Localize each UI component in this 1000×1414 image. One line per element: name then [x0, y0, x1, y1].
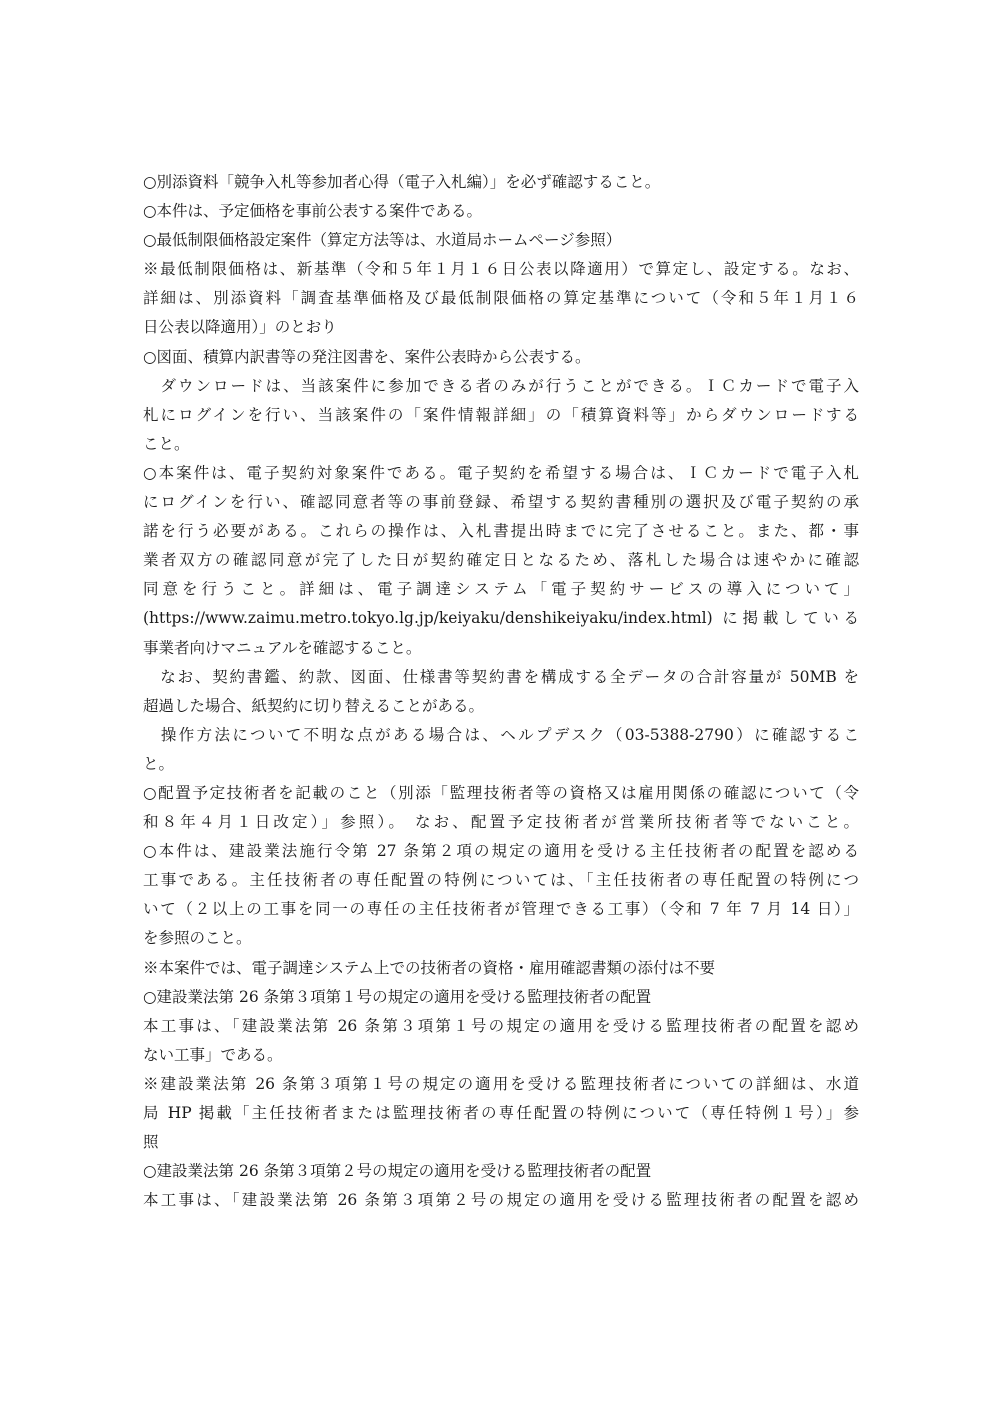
text-line: ダウンロードは、当該案件に参加できる者のみが行うことができる。ＩＣカードで電子入 — [143, 376, 859, 395]
text-line: ○建設業法第 26 条第３項第２号の規定の適用を受ける監理技術者の配置 — [143, 1162, 652, 1181]
text-line: 本工事は、「建設業法第 26 条第３項第１号の規定の適用を受ける監理技術者の配置を認め — [143, 1016, 859, 1035]
text-line: こと。 — [143, 434, 190, 453]
text-line: (https://www.zaimu.metro.tokyo.lg.jp/keiyaku/denshikeiyaku/index.html) に掲載している — [143, 609, 859, 628]
text-line: と。 — [143, 754, 175, 773]
text-line: 和８年４月１日改定）」参照）。 なお、配置予定技術者が営業所技術者等でないこと。 — [143, 813, 859, 832]
text-line: ○本案件は、電子契約対象案件である。電子契約を希望する場合は、ＩＣカードで電子入札 — [143, 463, 859, 482]
text-line: 工事である。主任技術者の専任配置の特例については、「主任技術者の専任配置の特例につ — [143, 871, 859, 890]
text-line: 日公表以降適用）」のとおり — [143, 318, 337, 337]
text-line: 詳細は、別添資料「調査基準価格及び最低制限価格の算定基準について（令和５年１月１６ — [143, 289, 859, 308]
text-line: ○本件は、予定価格を事前公表する案件である。 — [143, 202, 483, 221]
text-line: ○別添資料「競争入札等参加者心得（電子入札編）」を必ず確認すること。 — [143, 173, 661, 191]
text-line: 照 — [143, 1133, 159, 1152]
text-line: ○最低制限価格設定案件（算定方法等は、水道局ホームページ参照） — [143, 231, 622, 250]
text-line: 業者双方の確認同意が完了した日が契約確定日となるため、落札した場合は速やかに確認 — [143, 551, 859, 570]
text-line: 同意を行うこと。詳細は、電子調達システム「電子契約サービスの導入について」 — [143, 580, 859, 599]
text-line: 超過した場合、紙契約に切り替えることがある。 — [143, 696, 485, 715]
text-line: いて（２以上の工事を同一の専任の主任技術者が管理できる工事）（令和 7 年 7 月 14 日）」 — [143, 900, 859, 919]
text-line: ○建設業法第 26 条第３項第１号の規定の適用を受ける監理技術者の配置 — [143, 987, 652, 1006]
text-line: にログインを行い、確認同意者等の事前登録、希望する契約書種別の選択及び電子契約の承 — [143, 493, 859, 512]
text-line: ○配置予定技術者を記載のこと（別添「監理技術者等の資格又は雇用関係の確認について（令 — [143, 783, 859, 802]
text-line: なお、契約書鑑、約款、図面、仕様書等契約書を構成する全データの合計容量が 50MB を — [143, 667, 859, 686]
text-line: ない工事」である。 — [143, 1045, 283, 1064]
text-line: を参照のこと。 — [143, 929, 252, 948]
text-line: 局 HP 掲載「主任技術者または監理技術者の専任配置の特例について（専任特例１号）」参 — [143, 1104, 859, 1122]
text-line: ※本案件では、電子調達システム上での技術者の資格・雇用確認書類の添付は不要 — [143, 958, 715, 977]
text-line: ※最低制限価格は、新基準（令和５年１月１６日公表以降適用）で算定し、設定する。なお、 — [143, 260, 859, 279]
document-body — [143, 168, 859, 1215]
text-line: ○本件は、建設業法施行令第 27 条第２項の規定の適用を受ける主任技術者の配置を認める — [143, 842, 859, 861]
text-line: 札にログインを行い、当該案件の「案件情報詳細」の「積算資料等」からダウンロードする — [143, 405, 859, 424]
text-line: 本工事は、「建設業法第 26 条第３項第２号の規定の適用を受ける監理技術者の配置を認め — [143, 1191, 859, 1210]
text-line: 諾を行う必要がある。これらの操作は、入札書提出時までに完了させること。また、都・事 — [143, 522, 859, 541]
text-line: 事業者向けマニュアルを確認すること。 — [143, 638, 422, 657]
text-line: ○図面、積算内訳書等の発注図書を、案件公表時から公表する。 — [143, 347, 591, 366]
text-line: 操作方法について不明な点がある場合は、ヘルプデスク（03-5388-2790）に確認するこ — [143, 725, 859, 744]
text-line: ※建設業法第 26 条第３項第１号の規定の適用を受ける監理技術者についての詳細は、水道 — [143, 1074, 859, 1093]
